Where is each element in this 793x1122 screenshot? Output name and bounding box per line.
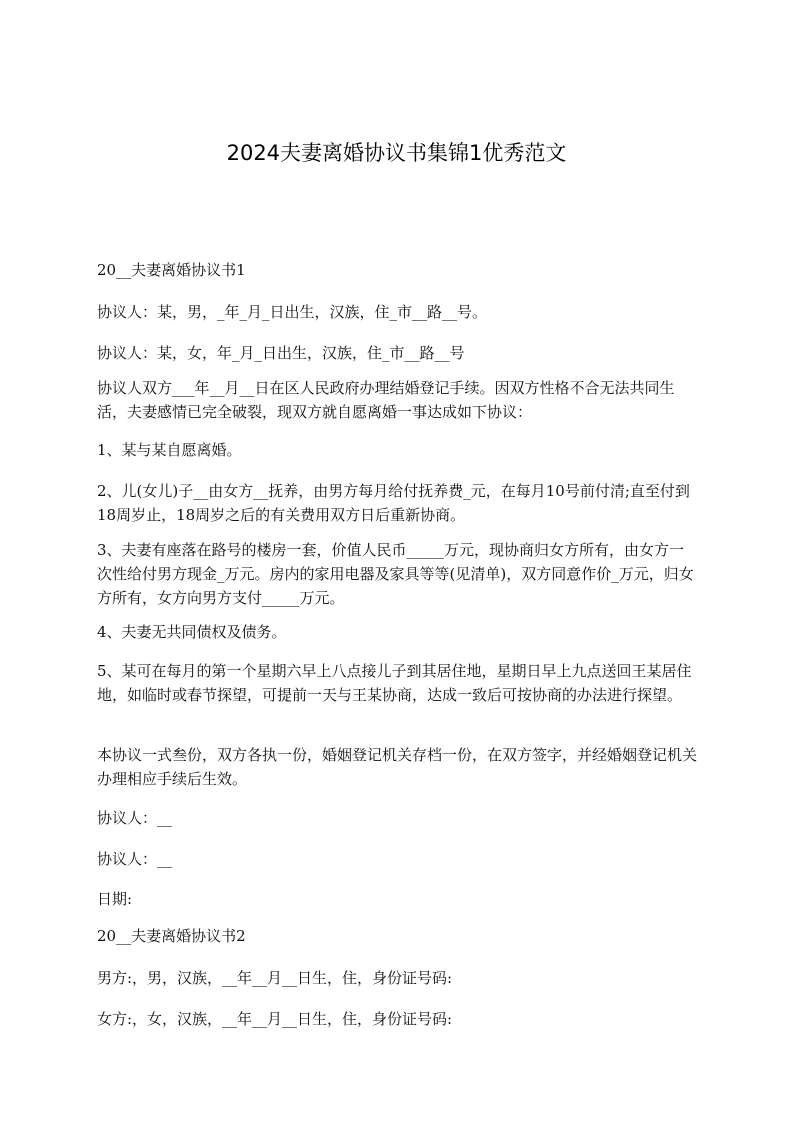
female-party-info: 女方:，女，汉族，__年__月__日生，住，身份证号码: (97, 1010, 453, 1028)
effectiveness-paragraph: 本协议一式叁份，双方各执一份，婚姻登记机关存档一份，在双方签字，并经婚姻登记机关办理相应手续后生效。 (97, 746, 698, 788)
section-heading-2: 20__夫妻离婚协议书2 (97, 927, 246, 945)
date-line: 日期: (97, 890, 133, 908)
preamble-paragraph: 协议人双方___年__月__日在区人民政府办理结婚登记手续。因双方性格不合无法共同生活，夫妻感情已完全破裂，现双方就自愿离婚一事达成如下协议： (97, 379, 675, 421)
section-heading-1: 20__夫妻离婚协议书1 (97, 261, 246, 279)
party-1-info: 协议人：某，男，_年_月_日出生，汉族，住_市__路__号。 (97, 303, 488, 321)
signature-line-1: 协议人：__ (97, 809, 173, 827)
clause-2: 2、儿(女儿)子__由女方__抚养，由男方每月给付抚养费_元，在每月10号前付清;直至付到18周岁止，18周岁之后的有关费用双方日后重新协商。 (97, 482, 690, 524)
document-title: 2024夫妻离婚协议书集锦1优秀范文 (226, 141, 567, 165)
male-party-info: 男方:，男，汉族，__年__月__日生，住，身份证号码: (97, 969, 453, 987)
signature-line-2: 协议人：__ (97, 850, 173, 868)
clause-3: 3、夫妻有座落在路号的楼房一套，价值人民币_____万元，现协商归女方所有，由女方一次性给付男方现金_万元。房内的家用电器及家具等等(见清单)，双方同意作价_万元，归女方所有，女方向男方支付_____万元。 (97, 541, 694, 607)
clause-5: 5、某可在每月的第一个星期六早上八点接儿子到其居住地，星期日早上九点送回王某居住地，如临时或春节探望，可提前一天与王某协商，达成一致后可按协商的办法进行探望。 (97, 662, 692, 704)
clause-4: 4、夫妻无共同债权及债务。 (97, 623, 287, 641)
party-2-info: 协议人：某，女，年_月_日出生，汉族，住_市__路__号 (97, 344, 465, 362)
clause-1: 1、某与某自愿离婚。 (97, 441, 242, 459)
